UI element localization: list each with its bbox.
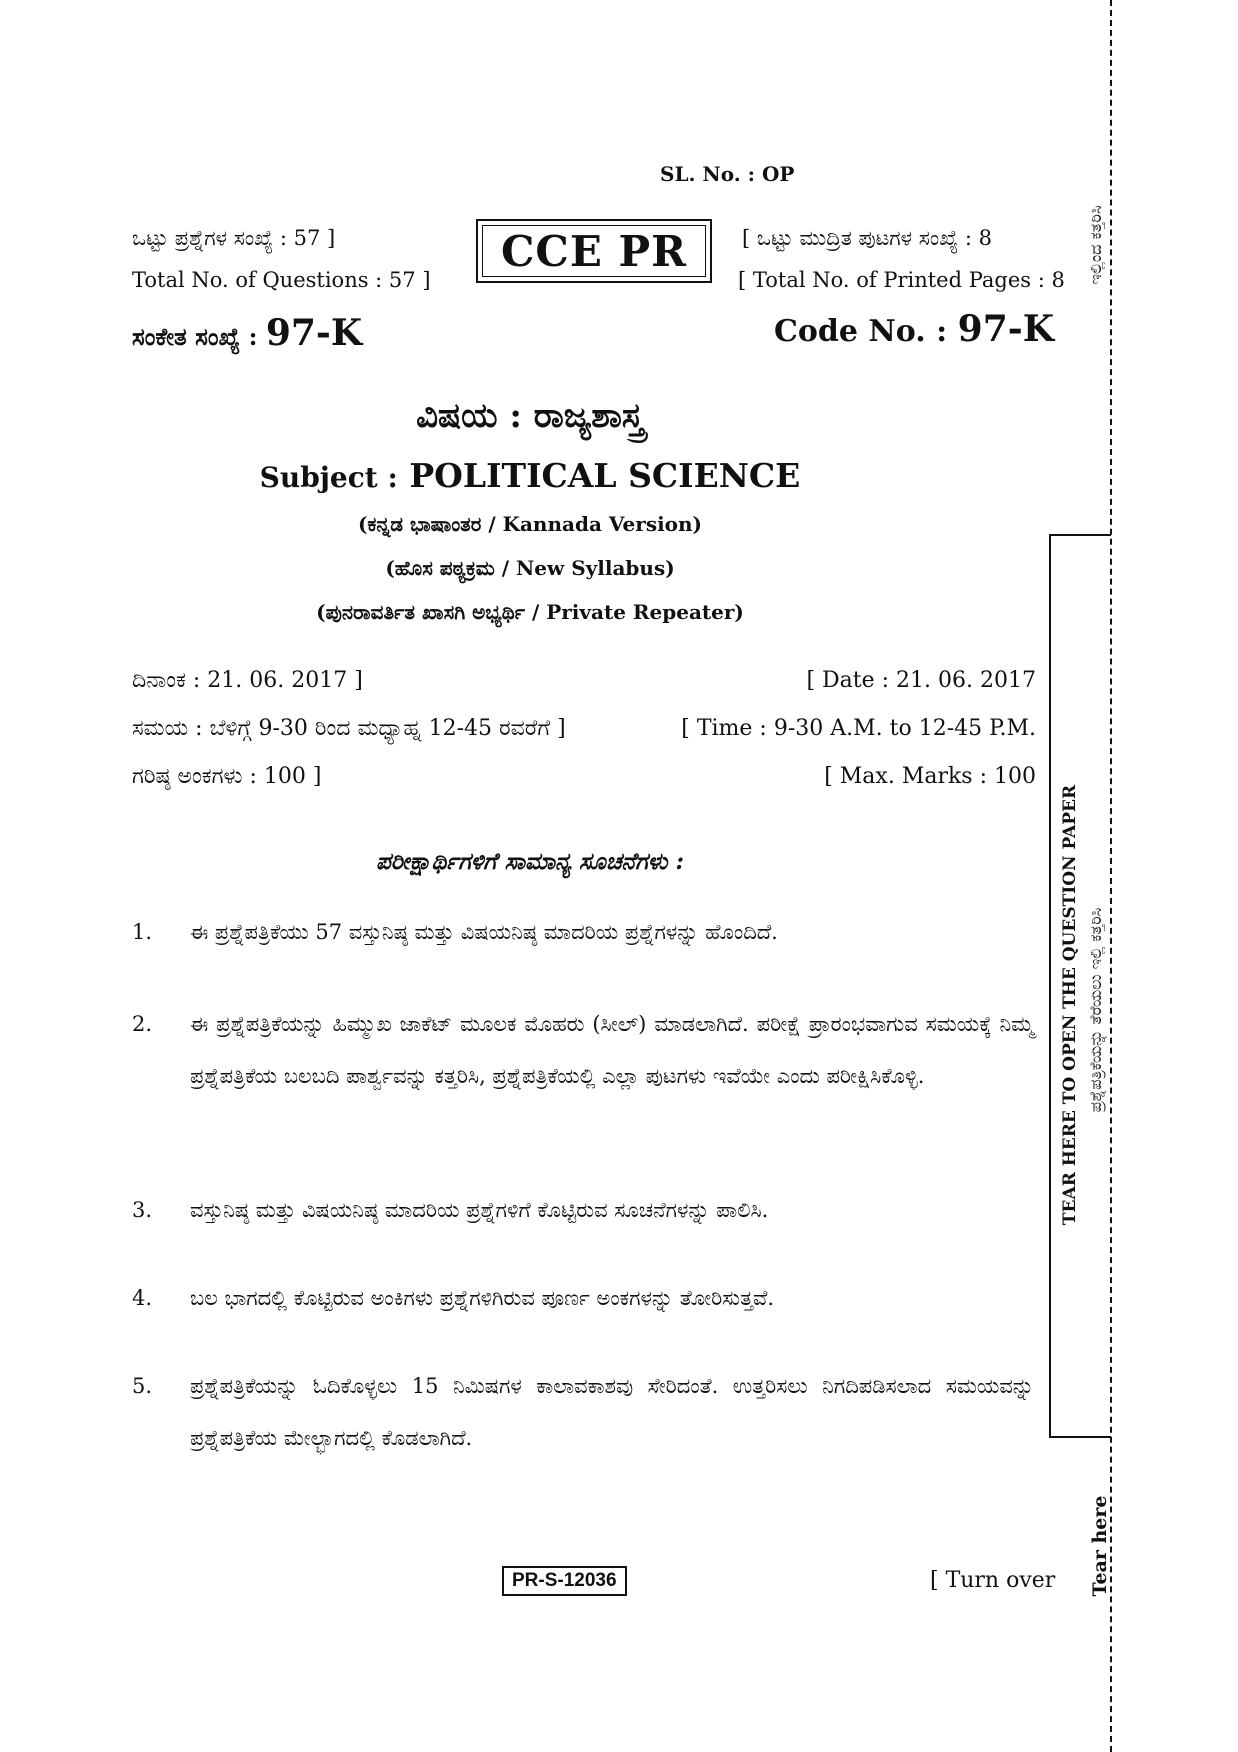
date-kn: ದಿನಾಂಕ : 21. 06. 2017 ] [132, 668, 363, 693]
instruction-number: 4. [132, 1286, 153, 1310]
total-questions-kn: ಒಟ್ಟು ಪ್ರಶ್ನೆಗಳ ಸಂಖ್ಯೆ : 57 ] [132, 226, 336, 250]
instruction-text: ಈ ಪ್ರಶ್ನೆಪತ್ರಿಕೆಯನ್ನು ಹಿಮ್ಮುಖ ಜಾಕೆಟ್ ಮೂಲಕ ಮೊಹರು (ಸೀಲ್) ಮಾಡಲಾಗಿದೆ. ಪರೀಕ್ಷೆ ಪ್ರಾರಂಭವಾಗುವ ಸಮಯಕ್ಕೆ ನಿಮ್ಮ ಪ್ರಶ್ನೆಪತ್ರಿಕೆಯ ಬಲಬದಿ ಪಾರ್ಶ್ವವನ್ನು ಕತ್ತರಿಸಿ, ಪ್ರಶ್ನೆಪತ್ರಿಕೆಯಲ್ಲಿ ಎಲ್ಲಾ ಪುಟಗಳು ಇವೆಯೇ ಎಂದು ಪರೀಕ್ಷಿಸಿಕೊಳ್ಳಿ. [190, 1012, 1034, 1088]
serial-number: SL. No. : OP [660, 162, 795, 186]
instruction-text: ಬಲ ಭಾಗದಲ್ಲಿ ಕೊಟ್ಟಿರುವ ಅಂಕಿಗಳು ಪ್ರಶ್ನೆಗಳಿಗಿರುವ ಪೂರ್ಣ ಅಂಕಗಳನ್ನು ತೋರಿಸುತ್ತವೆ. [190, 1286, 775, 1310]
tear-instruction-en: TEAR HERE TO OPEN THE QUESTION PAPER [1060, 784, 1080, 1226]
exam-title-box [476, 219, 712, 283]
marks-kn: ಗರಿಷ್ಠ ಅಂಕಗಳು : 100 ] [132, 764, 322, 789]
turn-over: [ Turn over [930, 1568, 1056, 1593]
code-value-kn: 97-K [265, 312, 363, 354]
date-en: [ Date : 21. 06. 2017 [806, 668, 1036, 693]
code-label-kn: ಸಂಕೇತ ಸಂಖ್ಯೆ : [132, 322, 258, 351]
code-label-en: Code No. : [773, 314, 948, 349]
instruction-text: ಪ್ರಶ್ನೆಪತ್ರಿಕೆಯನ್ನು ಓದಿಕೊಳ್ಳಲು 15 ನಿಮಿಷಗಳ ಕಾಲಾವಕಾಶವು ಸೇರಿದಂತೆ. ಉತ್ತರಿಸಲು ನಿಗದಿಪಡಿಸಲಾದ ಸಮಯವನ್ನು ಪ್ರಶ್ನೆಪತ್ರಿಕೆಯ ಮೇಲ್ಭಾಗದಲ್ಲಿ ಕೊಡಲಾಗಿದೆ. [190, 1374, 1034, 1450]
instruction-text: ಈ ಪ್ರಶ್ನೆಪತ್ರಿಕೆಯು 57 ವಸ್ತುನಿಷ್ಠ ಮತ್ತು ವಿಷಯನಿಷ್ಠ ಮಾದರಿಯ ಪ್ರಶ್ನೆಗಳನ್ನು ಹೊಂದಿದೆ. [190, 920, 778, 944]
syllabus-line: (ಹೊಸ ಪಠ್ಯಕ್ರಮ / New Syllabus) [385, 556, 675, 580]
candidate-line: (ಪುನರಾವರ್ತಿತ ಖಾಸಗಿ ಅಭ್ಯರ್ಥಿ / Private Repeater) [316, 600, 744, 624]
total-pages-en: [ Total No. of Printed Pages : 8 [738, 268, 1065, 292]
exam-title: CCE PR [501, 226, 687, 276]
code-number-kn [132, 312, 362, 354]
instructions-heading: ಪರೀಕ್ಷಾರ್ಥಿಗಳಿಗೆ ಸಾಮಾನ್ಯ ಸೂಚನೆಗಳು : [375, 848, 684, 875]
total-pages-kn: [ ಒಟ್ಟು ಮುದ್ರಿತ ಪುಟಗಳ ಸಂಖ್ಯೆ : 8 [742, 226, 993, 250]
version-line: (ಕನ್ನಡ ಭಾಷಾಂತರ / Kannada Version) [357, 512, 703, 536]
instruction-text: ವಸ್ತುನಿಷ್ಠ ಮತ್ತು ವಿಷಯನಿಷ್ಠ ಮಾದರಿಯ ಪ್ರಶ್ನೆಗಳಿಗೆ ಕೊಟ್ಟಿರುವ ಸೂಚನೆಗಳನ್ನು ಪಾಲಿಸಿ. [190, 1198, 769, 1222]
marks-en: [ Max. Marks : 100 [824, 764, 1036, 789]
code-number-en [774, 308, 1054, 350]
instruction-number: 5. [132, 1374, 153, 1398]
subject-en [0, 456, 1060, 495]
paper-code: PR-S-12036 [502, 1566, 627, 1596]
total-questions-en: Total No. of Questions : 57 ] [132, 268, 431, 292]
time-kn: ಸಮಯ : ಬೆಳಿಗ್ಗೆ 9-30 ರಿಂದ ಮಧ್ಯಾಹ್ನ 12-45 ರವರೆಗೆ ] [132, 716, 566, 741]
instruction-number: 3. [132, 1198, 153, 1222]
tear-here-label: Tear here [1089, 1495, 1111, 1597]
subject-kn: ವಿಷಯ : ರಾಜ್ಯಶಾಸ್ತ್ರ [416, 396, 644, 436]
instruction-number: 1. [132, 920, 153, 944]
subject-value: POLITICAL SCIENCE [409, 456, 801, 495]
time-en: [ Time : 9-30 A.M. to 12-45 P.M. [681, 716, 1036, 741]
subject-label: Subject : [259, 461, 398, 494]
tear-mark-kn: ಇಲ್ಲಿಂದ ಕತ್ತರಿಸಿ [1086, 205, 1105, 285]
tear-instruction-kn: ಪ್ರಶ್ನೆಪತ್ರಿಕೆಯನ್ನು ತೆರೆಯಲು ಇಲ್ಲಿ ಕತ್ತರಿಸಿ [1086, 907, 1105, 1113]
instruction-number: 2. [132, 1012, 153, 1036]
code-value-en: 97-K [957, 308, 1054, 350]
